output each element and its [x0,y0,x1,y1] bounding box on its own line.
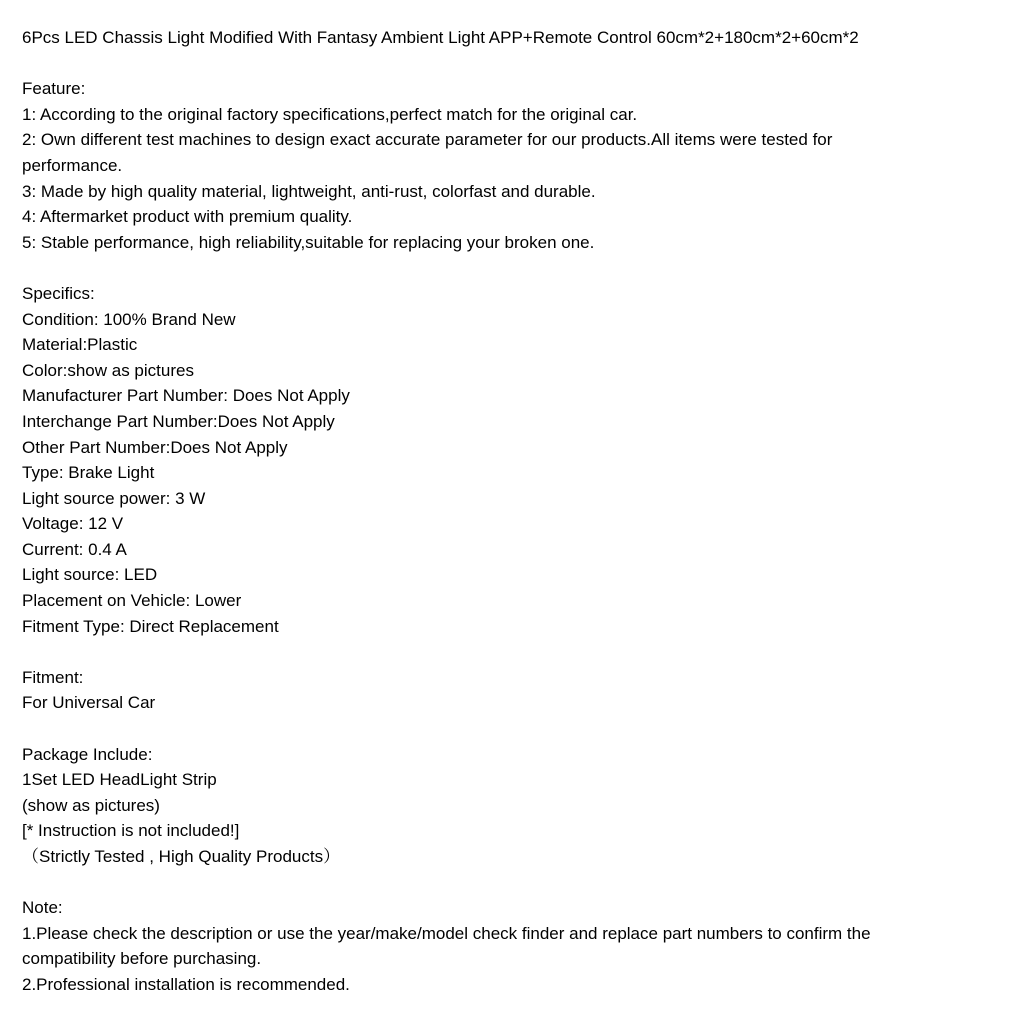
specifics-line-condition: Condition: 100% Brand New [22,309,236,329]
specifics-line-light-source: Light source: LED [22,565,158,585]
specifics-line-type: Type: Brake Light [22,463,155,483]
specifics-line-current: Current: 0.4 A [22,539,127,559]
specifics-section-heading: Specifics: [22,283,95,303]
specifics-line-placement: Placement on Vehicle: Lower [22,591,242,611]
feature-line: 1: According to the original factory specifications,perfect match for the original car. [22,104,638,124]
specifics-line-fitment-type: Fitment Type: Direct Replacement [22,616,279,636]
package-line: [* Instruction is not included!] [22,821,240,841]
specifics-line-material: Material:Plastic [22,335,138,355]
specifics-line-mpn: Manufacturer Part Number: Does Not Apply [22,386,350,406]
specifics-line-power: Light source power: 3 W [22,488,206,508]
feature-line: 2: Own different test machines to design exact accurate parameter for our products.All items were tested for [22,130,833,150]
feature-line: 3: Made by high quality material, lightweight, anti-rust, colorfast and durable. [22,181,596,201]
note-line: compatibility before purchasing. [22,949,262,969]
feature-line: 4: Aftermarket product with premium quality. [22,207,353,227]
blank-line [22,255,1008,281]
specifics-line-interchange: Interchange Part Number:Does Not Apply [22,411,335,431]
blank-line [22,51,1008,77]
feature-line: performance. [22,155,123,175]
blank-line [22,639,1008,665]
blank-line [22,870,1008,896]
note-section-heading: Note: [22,898,63,918]
specifics-line-color: Color:show as pictures [22,360,194,380]
note-line: 1.Please check the description or use the year/make/model check finder and replace part numbers to confirm the [22,923,871,943]
package-line: (show as pictures) [22,795,160,815]
package-section-heading: Package Include: [22,744,153,764]
specifics-line-voltage: Voltage: 12 V [22,514,124,534]
fitment-line: For Universal Car [22,693,156,713]
package-line: 1Set LED HeadLight Strip [22,770,217,790]
fitment-section-heading: Fitment: [22,667,84,687]
feature-line: 5: Stable performance, high reliability,suitable for replacing your broken one. [22,232,595,252]
specifics-line-other-part: Other Part Number:Does Not Apply [22,437,288,457]
feature-section-heading: Feature: [22,79,86,99]
product-title: 6Pcs LED Chassis Light Modified With Fantasy Ambient Light APP+Remote Control 60cm*2+180cm*2+60cm*2 [22,28,859,47]
package-line: （Strictly Tested , High Quality Products） [22,847,341,866]
blank-line [22,716,1008,742]
note-line: 2.Professional installation is recommended. [22,974,350,994]
